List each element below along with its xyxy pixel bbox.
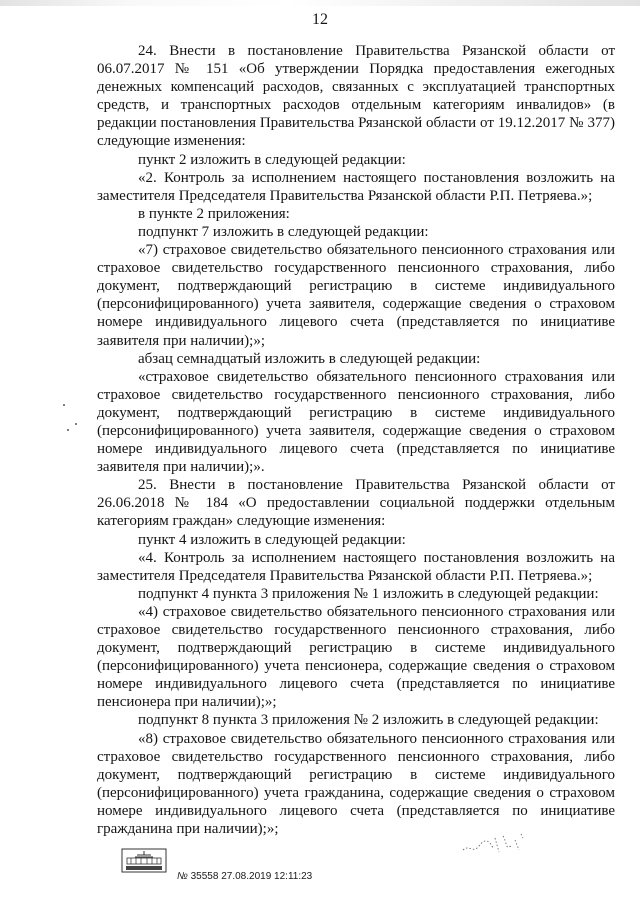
paragraph-control-clause-2: «4. Контроль за исполнением настоящего постановления возложить на заместителя Председателя Правительства Рязанской области Р.П. Петряева.»; [97,549,615,584]
signature-mark [459,826,529,862]
paragraph-subpoint-8-text: «8) страховое свидетельство обязательного пенсионного страхования или страховое свидетельство государственного пенсионного страхования, либо документ, подтверждающий регистрацию в системе индивидуального (персонифицированного) учета гражданина, содержащие сведения о страховом номере индивидуального лицевого счета (представляется по инициативе гражданина при наличии);»; [97,730,615,838]
paragraph-point-2-intro: пункт 2 изложить в следующей редакции: [138,151,406,168]
paragraph-subpoint-8-intro: подпункт 8 пункта 3 приложения № 2 изложить в следующей редакции: [138,712,599,729]
registry-number-sign: № [177,871,188,882]
scan-speck [63,404,65,406]
registry-stamp-icon [121,848,167,873]
paragraph-subpoint-7-text: «7) страховое свидетельство обязательного пенсионного страхования или страховое свидетельство государственного пенсионного страхования, либо документ, подтверждающий регистрацию в системе индивидуального (персонифицированного) учета заявителя, содержащие сведения о страховом номере индивидуального лицевого счета (представляется по инициативе заявителя при наличии);»; [97,242,615,349]
paragraph-appendix-point-2: в пункте 2 приложения: [138,205,290,222]
paragraph-subpoint-7-intro: подпункт 7 изложить в следующей редакции: [138,223,429,240]
paragraph-item-25: 25. Внести в постановление Правительства Рязанской области от 26.06.2018 № 184 «О предоставлении социальной поддержки отдельным категориям граждан» следующие изменения: [97,477,615,530]
paragraph-point-4-intro: пункт 4 изложить в следующей редакции: [138,531,406,548]
paragraph-abzac-17-intro: абзац семнадцатый изложить в следующей редакции: [138,350,481,367]
paragraph-control-clause-1: «2. Контроль за исполнением настоящего постановления возложить на заместителя Председателя Правительства Рязанской области Р.П. Петряева.»; [97,169,615,204]
paragraph-subpoint-4-text: «4) страховое свидетельство обязательного пенсионного страхования или страховое свидетельство государственного пенсионного страхования, либо документ, подтверждающий регистрацию в системе индивидуального (персонифицированного) учета пенсионера, содержащие сведения о страховом номере индивидуального лицевого счета (представляется по инициативе пенсионера при наличии);»; [97,603,615,711]
paragraph-subpoint-4-intro: подпункт 4 пункта 3 приложения № 1 изложить в следующей редакции: [138,585,599,602]
registry-number-text: 35558 27.08.2019 12:11:23 [190,871,313,882]
scan-speck [75,423,77,425]
registry-number [177,871,312,882]
paragraph-item-24: 24. Внести в постановление Правительства Рязанской области от 06.07.2017 № 151 «Об утверждении Порядка предоставления ежегодных денежных компенсаций расходов, связанных с эксплуатацией транспортных средств, и транспортных расходов отдельным категориям инвалидов» (в редакции постановления Правительства Рязанской области от 19.12.2017 № 377) следующие изменения: [97,43,615,150]
page-number: 12 [312,11,328,28]
document-body [97,42,615,838]
paragraph-abzac-17-text: «страховое свидетельство обязательного пенсионного страхования или страховое свидетельство государственного пенсионного страхования, либо документ, подтверждающий регистрацию в системе индивидуального (персонифицированного) учета заявителя, содержащие сведения о страховом номере индивидуального лицевого счета (представляется по инициативе заявителя при наличии);». [97,368,615,476]
scan-speck [67,429,69,431]
scan-edge [0,0,640,6]
